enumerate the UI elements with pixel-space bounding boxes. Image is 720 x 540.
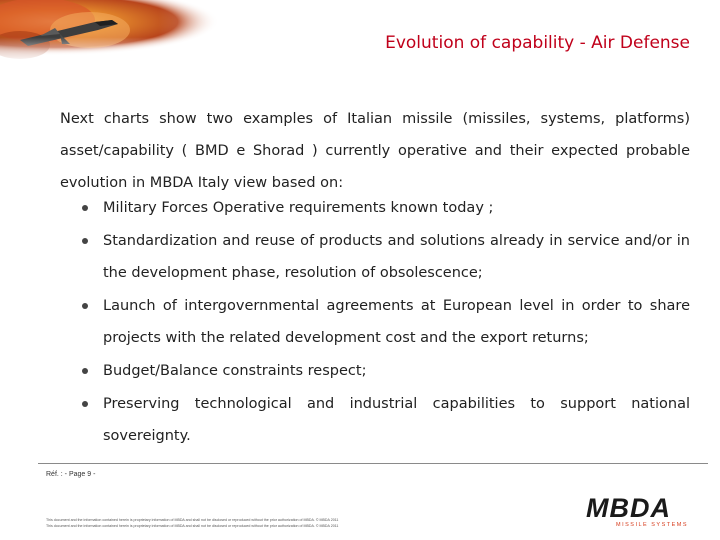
list-item <box>78 225 690 289</box>
page-title: Evolution of capability - Air Defense <box>385 33 690 53</box>
footer-divider <box>38 463 708 464</box>
list-item <box>78 290 690 354</box>
list-item <box>78 388 690 452</box>
footer-legal-notice <box>46 517 516 529</box>
intro-paragraph: Next charts show two examples of Italian missile (missiles, systems, platforms) asset/capability ( BMD e Shorad ) currently operative and their expected probable evolution in MBDA Italy view based on: <box>60 111 690 191</box>
bullet-text: Budget/Balance constraints respect; <box>103 363 367 379</box>
list-item <box>78 192 690 224</box>
bullet-icon <box>82 238 88 244</box>
bullet-list <box>78 192 690 453</box>
list-item <box>78 355 690 387</box>
bullet-icon <box>82 401 88 407</box>
bullet-text: Standardization and reuse of products and solutions already in service and/or in the development phase, resolution of obsolescence; <box>103 233 690 281</box>
bullet-text: Preserving technological and industrial capabilities to support national sovereignty. <box>103 396 690 444</box>
bullet-icon <box>82 368 88 374</box>
bullet-icon <box>82 205 88 211</box>
legal-line: This document and the information contained herein is proprietary information of MBDA and shall not be disclosed or reproduced without the prior authorization of MBDA. © MBDA 2011 <box>46 524 339 528</box>
mbda-logo <box>586 493 716 533</box>
legal-line: This document and the information contained herein is proprietary information of MBDA and shall not be disclosed or reproduced without the prior authorization of MBDA. © MBDA 2011 <box>46 518 339 522</box>
bullet-text: Launch of intergovernmental agreements at European level in order to share projects with the related development cost and the export returns; <box>103 298 690 346</box>
logo-tagline: MISSILE SYSTEMS <box>616 522 689 528</box>
bullet-text: Military Forces Operative requirements known today ; <box>103 200 494 216</box>
bullet-icon <box>82 303 88 309</box>
logo-wordmark: MBDA <box>586 493 671 523</box>
footer-reference: Réf. : - Page 9 - <box>46 471 96 478</box>
